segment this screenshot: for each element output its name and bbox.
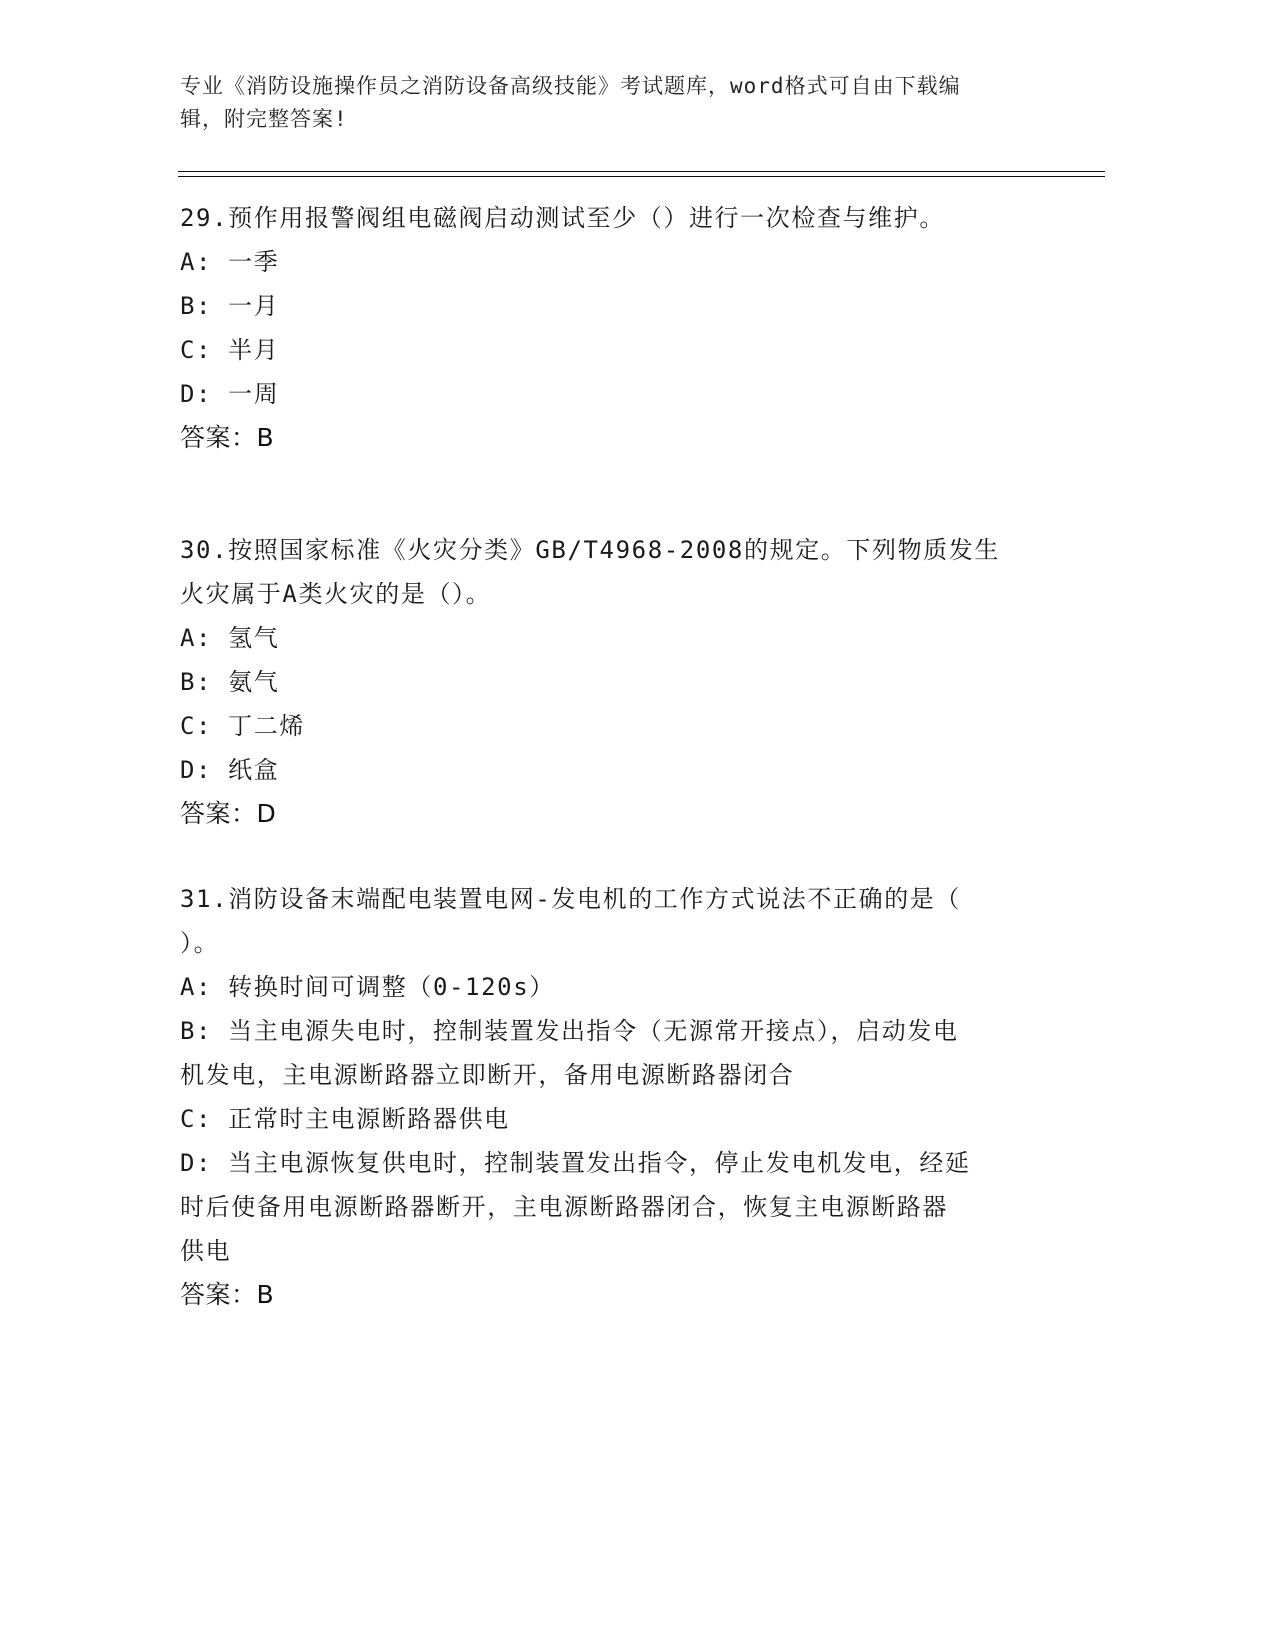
option-a: A: 转换时间可调整（0-120s）: [180, 973, 555, 1001]
question-stem-line-1: 31.消防设备末端配电装置电网-发电机的工作方式说法不正确的是（: [180, 885, 961, 913]
option-b-line-1: B: 当主电源失电时，控制装置发出指令（无源常开接点），启动发电: [180, 1017, 959, 1045]
option-b: B: 一月: [180, 292, 280, 320]
answer-line: 答案：B: [180, 423, 275, 452]
option-a: A: 氢气: [180, 624, 280, 652]
option-d-line-3: 供电: [180, 1237, 232, 1265]
document-header: [180, 70, 1030, 136]
question-31: [180, 877, 1030, 1317]
option-c: C: 丁二烯: [180, 712, 305, 740]
option-b-line-2: 机发电，主电源断路器立即断开，备用电源断路器闭合: [180, 1061, 795, 1089]
question-stem-line-2: ）。: [180, 929, 220, 957]
option-d: D: 一周: [180, 380, 280, 408]
header-line-1: 专业《消防设施操作员之消防设备高级技能》考试题库，word格式可自由下载编: [180, 74, 961, 98]
option-d-line-1: D: 当主电源恢复供电时，控制装置发出指令，停止发电机发电，经延: [180, 1149, 971, 1177]
option-d-line-2: 时后使备用电源断路器断开，主电源断路器闭合，恢复主电源断路器: [180, 1193, 948, 1221]
header-divider-bottom: [178, 176, 1105, 177]
option-b: B: 氨气: [180, 668, 280, 696]
answer-line: 答案：B: [180, 1280, 275, 1309]
header-divider-top: [178, 171, 1105, 172]
question-stem: 29.预作用报警阀组电磁阀启动测试至少（）进行一次检查与维护。: [180, 204, 945, 232]
option-c: C: 半月: [180, 336, 280, 364]
question-29: [180, 196, 1030, 460]
question-stem-line-2: 火灾属于A类火灾的是（）。: [180, 580, 492, 608]
header-line-2: 辑，附完整答案!: [180, 107, 348, 131]
option-c: C: 正常时主电源断路器供电: [180, 1105, 510, 1133]
question-30: [180, 528, 1030, 836]
option-d: D: 纸盒: [180, 756, 280, 784]
option-a: A: 一季: [180, 248, 280, 276]
question-stem-line-1: 30.按照国家标准《火灾分类》GB/T4968-2008的规定。下列物质发生: [180, 536, 1000, 564]
answer-line: 答案：D: [180, 799, 277, 828]
